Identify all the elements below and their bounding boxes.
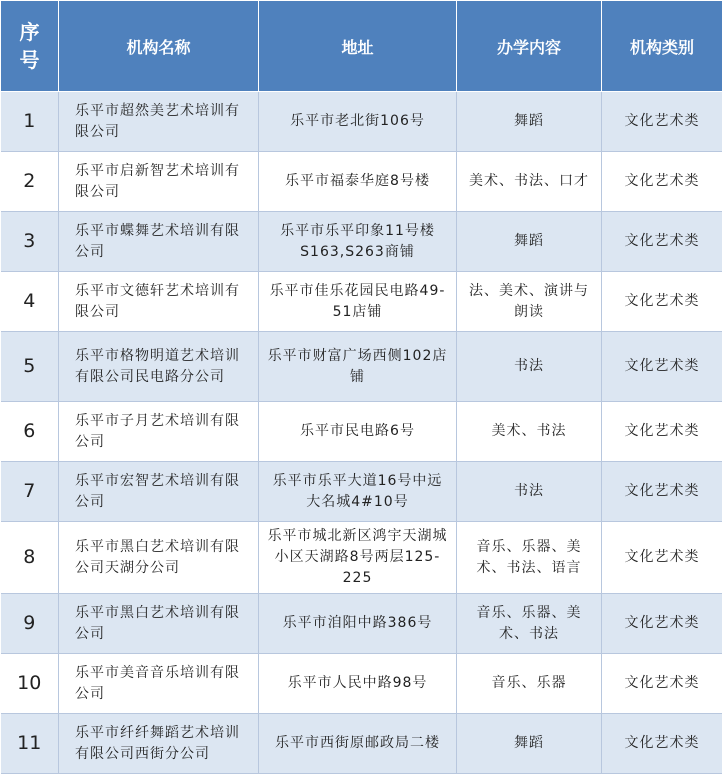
cell-name: 乐平市子月艺术培训有限公司 (59, 402, 259, 462)
table-header-row (1, 1, 722, 92)
cell-address: 乐平市洎阳中路386号 (259, 594, 457, 654)
cell-seq: 10 (1, 654, 59, 714)
cell-seq: 4 (1, 272, 59, 332)
cell-content: 舞蹈 (457, 212, 602, 272)
cell-content: 美术、书法 (457, 402, 602, 462)
cell-name: 乐平市黑白艺术培训有限公司天湖分公司 (59, 522, 259, 594)
cell-seq: 8 (1, 522, 59, 594)
cell-name: 乐平市格物明道艺术培训有限公司民电路分公司 (59, 332, 259, 402)
cell-category: 文化艺术类 (602, 152, 722, 212)
cell-seq: 7 (1, 462, 59, 522)
cell-address: 乐平市老北街106号 (259, 92, 457, 152)
cell-name: 乐平市美音音乐培训有限公司 (59, 654, 259, 714)
cell-category: 文化艺术类 (602, 272, 722, 332)
table-row (1, 152, 722, 212)
cell-content: 法、美术、演讲与朗读 (457, 272, 602, 332)
cell-name: 乐平市启新智艺术培训有限公司 (59, 152, 259, 212)
cell-category: 文化艺术类 (602, 654, 722, 714)
cell-address: 乐平市乐平大道16号中远大名城4#10号 (259, 462, 457, 522)
header-address: 地址 (259, 1, 457, 92)
table-row (1, 212, 722, 272)
cell-content: 书法 (457, 332, 602, 402)
cell-name: 乐平市纤纤舞蹈艺术培训有限公司西街分公司 (59, 714, 259, 774)
cell-name: 乐平市超然美艺术培训有限公司 (59, 92, 259, 152)
cell-address: 乐平市财富广场西侧102店铺 (259, 332, 457, 402)
header-content: 办学内容 (457, 1, 602, 92)
table-row (1, 654, 722, 714)
cell-seq: 6 (1, 402, 59, 462)
table-row (1, 462, 722, 522)
cell-content: 书法 (457, 462, 602, 522)
table-row (1, 92, 722, 152)
cell-content: 音乐、乐器、美术、书法、语言 (457, 522, 602, 594)
cell-category: 文化艺术类 (602, 402, 722, 462)
cell-name: 乐平市蝶舞艺术培训有限公司 (59, 212, 259, 272)
cell-address: 乐平市西街原邮政局二楼 (259, 714, 457, 774)
cell-category: 文化艺术类 (602, 462, 722, 522)
cell-category: 文化艺术类 (602, 522, 722, 594)
header-seq-label: 序 号 (19, 20, 40, 72)
cell-seq: 11 (1, 714, 59, 774)
cell-content: 美术、书法、口才 (457, 152, 602, 212)
cell-address: 乐平市乐平印象11号楼S163,S263商铺 (259, 212, 457, 272)
table-row (1, 402, 722, 462)
table-body (1, 92, 722, 774)
cell-seq: 3 (1, 212, 59, 272)
cell-category: 文化艺术类 (602, 594, 722, 654)
cell-address: 乐平市福泰华庭8号楼 (259, 152, 457, 212)
cell-name: 乐平市黑白艺术培训有限公司 (59, 594, 259, 654)
cell-category: 文化艺术类 (602, 714, 722, 774)
table-row (1, 272, 722, 332)
cell-seq: 9 (1, 594, 59, 654)
cell-content: 音乐、乐器、美术、书法 (457, 594, 602, 654)
cell-address: 乐平市佳乐花园民电路49-51店铺 (259, 272, 457, 332)
header-seq (1, 1, 59, 92)
table-row (1, 522, 722, 594)
cell-address: 乐平市民电路6号 (259, 402, 457, 462)
cell-category: 文化艺术类 (602, 92, 722, 152)
cell-name: 乐平市宏智艺术培训有限公司 (59, 462, 259, 522)
table-row (1, 714, 722, 774)
cell-content: 音乐、乐器 (457, 654, 602, 714)
cell-category: 文化艺术类 (602, 332, 722, 402)
cell-seq: 1 (1, 92, 59, 152)
cell-content: 舞蹈 (457, 92, 602, 152)
cell-category: 文化艺术类 (602, 212, 722, 272)
cell-content: 舞蹈 (457, 714, 602, 774)
cell-seq: 2 (1, 152, 59, 212)
header-category: 机构类别 (602, 1, 722, 92)
cell-name: 乐平市文德轩艺术培训有限公司 (59, 272, 259, 332)
header-name: 机构名称 (59, 1, 259, 92)
cell-address: 乐平市人民中路98号 (259, 654, 457, 714)
table-row (1, 332, 722, 402)
table-row (1, 594, 722, 654)
cell-address: 乐平市城北新区鸿宇天湖城小区天湖路8号两层125-225 (259, 522, 457, 594)
cell-seq: 5 (1, 332, 59, 402)
